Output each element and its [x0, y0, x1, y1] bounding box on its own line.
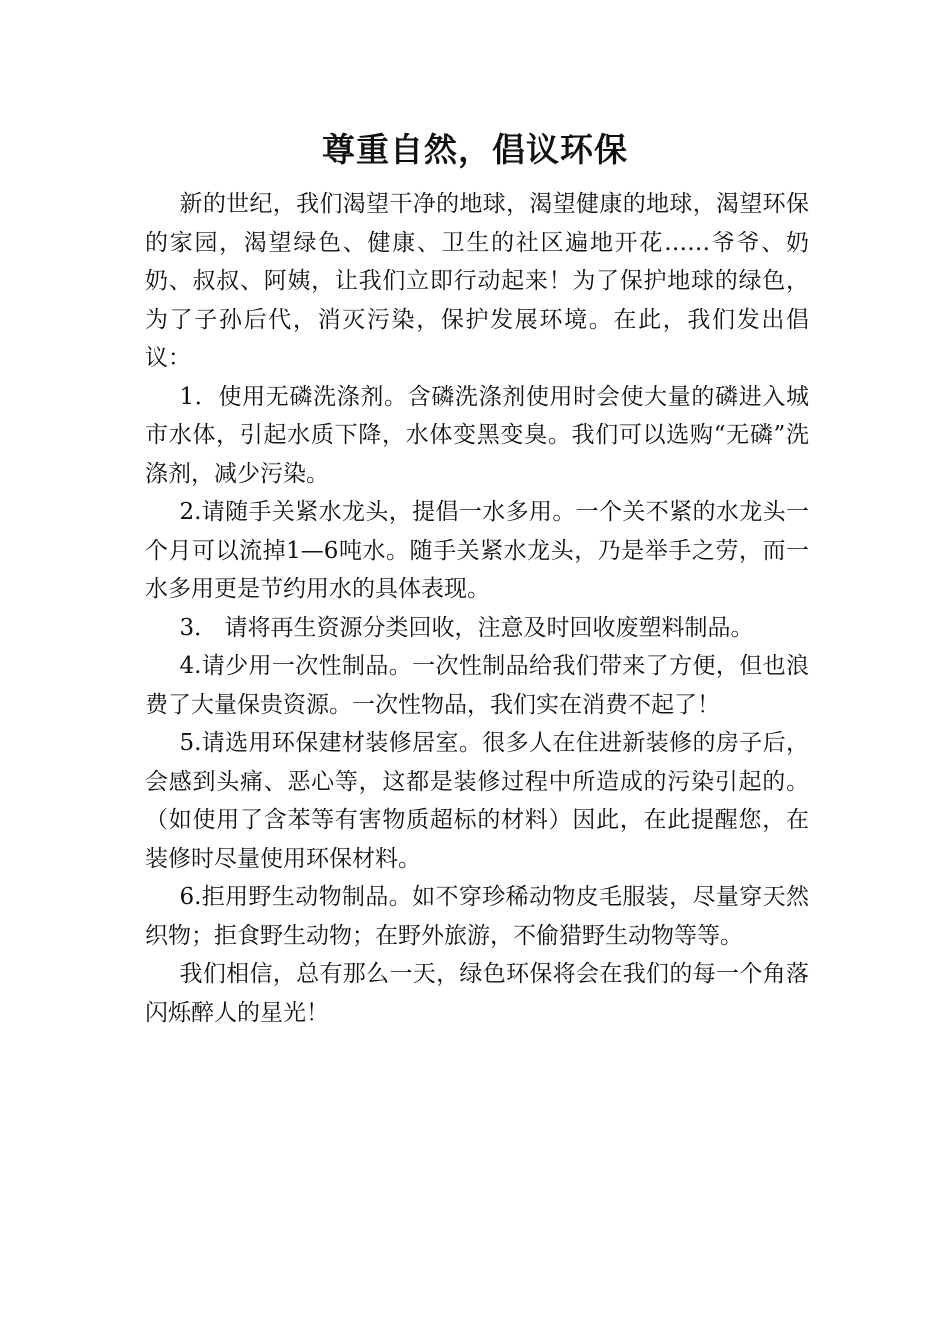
paragraph-item-2: 2.请随手关紧水龙头，提倡一水多用。一个关不紧的水龙头一个月可以流掉1—6吨水。随手关紧水龙头，乃是举手之劳，而一水多用更是节约用水的具体表现。	[145, 499, 809, 602]
document-body	[145, 185, 809, 1032]
document-title: 尊重自然，倡议环保	[322, 130, 628, 169]
paragraph-item-5: 5.请选用环保建材装修居室。很多人在住进新装修的房子后，会感到头痛、恶心等，这都是装修过程中所造成的污染引起的。（如使用了含苯等有害物质超标的材料）因此，在此提醒您，在装修时尽量使用环保材料。	[145, 730, 809, 872]
paragraph-intro: 新的世纪，我们渴望干净的地球，渴望健康的地球，渴望环保的家园，渴望绿色、健康、卫生的社区遍地开花……爷爷、奶奶、叔叔、阿姨，让我们立即行动起来！为了保护地球的绿色，为了子孙后代，消灭污染，保护发展环境。在此，我们发出倡议：	[145, 191, 809, 371]
paragraph-item-1: 1．使用无磷洗涤剂。含磷洗涤剂使用时会使大量的磷进入城市水体，引起水质下降，水体变黑变臭。我们可以选购“无磷”洗涤剂，减少污染。	[145, 383, 809, 487]
paragraph-item-3: 3． 请将再生资源分类回收，注意及时回收废塑料制品。	[179, 614, 754, 641]
paragraph-item-6: 6.拒用野生动物制品。如不穿珍稀动物皮毛服装，尽量穿天然织物；拒食野生动物；在野外旅游，不偷猎野生动物等等。	[145, 884, 809, 949]
paragraph-item-4: 4.请少用一次性制品。一次性制品给我们带来了方便，但也浪费了大量保贵资源。一次性物品，我们实在消费不起了！	[145, 653, 809, 718]
paragraph-conclusion: 我们相信，总有那么一天，绿色环保将会在我们的每一个角落闪烁醉人的星光！	[145, 961, 809, 1026]
